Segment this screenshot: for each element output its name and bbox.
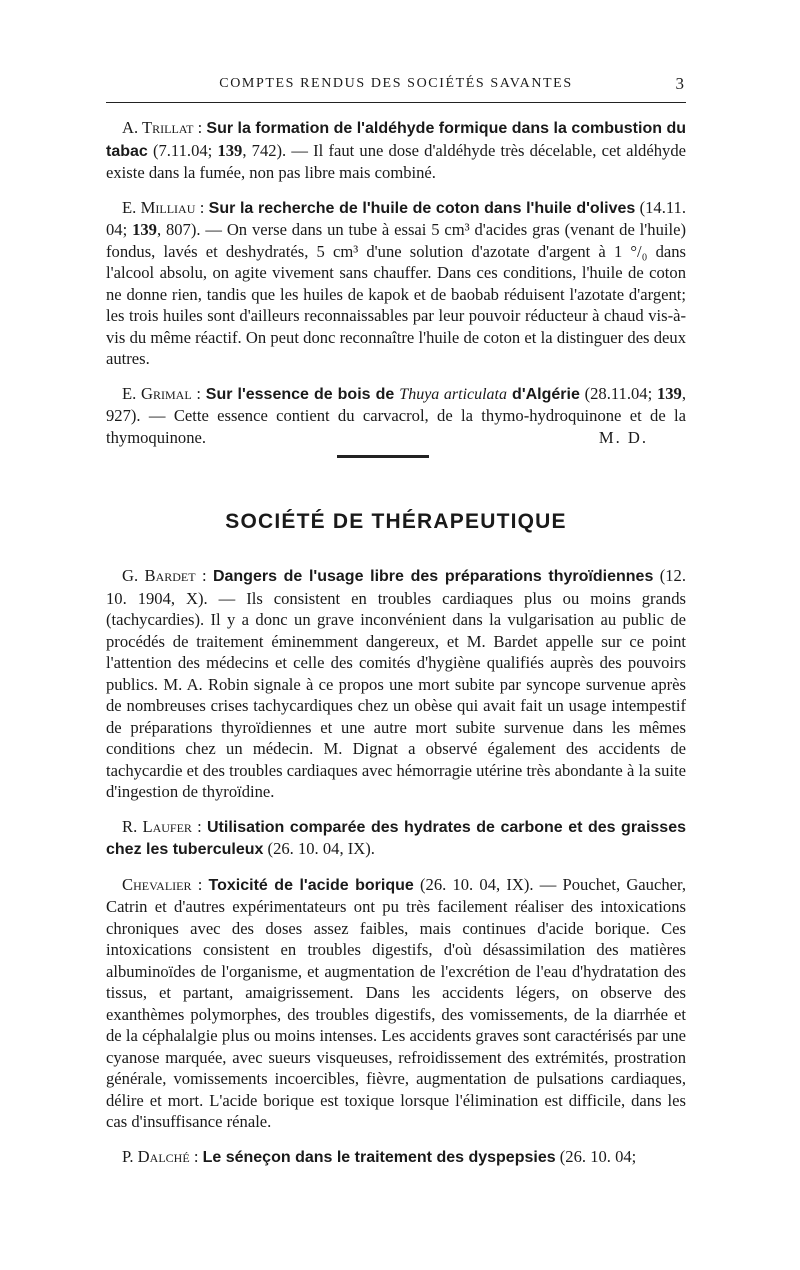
entry-ref-open: (14.11. 04; [106, 197, 687, 239]
section-divider [337, 455, 429, 458]
entry-volume: 139 [217, 140, 243, 160]
entry-author: A. Trillat : [122, 118, 203, 137]
entry-laufer [106, 816, 686, 861]
entry-ref: (26. 10. 04, IX). [263, 839, 375, 858]
entry-ref-open: (28.11.04; [579, 383, 657, 403]
entry-title: Dangers de l'usage libre des préparations thyroïdiennes [212, 568, 654, 585]
entry-ref-close: , 742). — [242, 140, 314, 160]
running-title: COMPTES RENDUS DES SOCIÉTÉS SAVANTES [219, 76, 573, 91]
entry-milliau [106, 197, 686, 370]
entry-author: G. Bardet : [122, 566, 207, 585]
entry-body: Il faut une dose d'aldéhyde très décelable, cet aldéhyde existe dans la fumée, non pas libre mais combiné. [106, 140, 686, 182]
entry-ref: (26. 10. 04; [555, 1146, 637, 1166]
entry-title: Le séneçon dans le traitement des dyspepsies [202, 1148, 556, 1166]
chemistry-entries [106, 117, 686, 461]
entry-author: R. Laufer : [122, 816, 202, 836]
entry-body: Cette essence contient du carvacrol, de la thymo-hydroquinone et de la thymoquinone. [106, 406, 686, 447]
entry-title-part: d'Algérie [507, 385, 580, 403]
entry-title-italic: Thuya articulata [399, 385, 507, 403]
entry-ref: (12. 10. 1904, X). — [106, 566, 686, 608]
entry-title: Sur la formation de l'aldéhyde formique dans la combustion du tabac [106, 120, 687, 160]
entry-title: Utilisation comparée des hydrates de carbone et des graisses chez les tuberculeux [106, 818, 686, 858]
page-number: 3 [675, 74, 684, 93]
entry-ref-open: (7.11.04; [147, 140, 218, 160]
entry-ref: (26. 10. 04, IX). — [413, 874, 563, 894]
entry-ref-close: , 807). — [156, 220, 227, 239]
running-header [106, 76, 686, 103]
entry-body: Ils consistent en troubles cardiaques plus ou moins grands (tachycardies). Il y a donc un grave inconvénient dans la vulgarisation au public de procédés de traitement éminemment dangereux, et M. Bardet appelle sur ce point l'attention des médecins et celle des comités d'hygiène qualifiés auprès des pouvoirs publics. M. A. Robin signale à ce propos une mort subite par syncope survenue après de nombreuses crises tachycardiques chez un obèse qui avait fait un usage intempestif de préparations thyroïdiennes et une autre mort subite survenue dans les mêmes conditions chez un médecin. M. Dignat a observé également des accidents de tachycardie et des troubles cardiaques avec hémorragie utérine très abondante à la suite d'ingestion de thyroïdine. [106, 588, 686, 801]
section-heading: SOCIÉTÉ DE THÉRAPEUTIQUE [225, 510, 567, 533]
entry-volume: 139 [132, 220, 157, 239]
entry-volume: 139 [656, 383, 682, 403]
entry-dalche [106, 1146, 686, 1169]
entry-title-part: Sur l'essence de bois de [205, 385, 400, 403]
entry-grimal [106, 383, 686, 449]
entry-author: E. Grimal : [122, 383, 202, 403]
entry-chevalier [106, 874, 686, 1133]
entry-bardet [106, 565, 686, 803]
entry-title [206, 386, 580, 403]
entry-body: On verse dans un tube à essai 5 cm³ d'acides gras (venant de l'huile) fondus, lavés et deshydratés, 5 cm³ d'une solution d'azotate d'argent à 1 °/₀ dans l'alcool absolu, on agite vivement sans chauffer. Dans ces conditions, l'huile de coton ne donne rien, tandis que les huiles de kapok et de baobab réduisent l'azotate d'argent; les trois huiles sont d'ailleurs reconnaissables par leur pouvoir réducteur à chaud vis-à-vis du même réactif. On peut donc reconnaître l'huile de coton et la distinguer des deux autres. [106, 220, 686, 368]
entry-author: E. Milliau : [122, 197, 205, 217]
entry-title: Sur la recherche de l'huile de coton dans l'huile d'olives [208, 199, 636, 217]
editor-signature: M. D. [598, 427, 648, 447]
entry-author: P. Dalché : [122, 1146, 199, 1166]
entry-trillat [106, 117, 686, 184]
therapeutics-entries [106, 565, 686, 1181]
entry-title: Toxicité de l'acide borique [208, 876, 414, 894]
entry-author: Chevalier : [122, 874, 203, 894]
entry-ref-close: , 927). — [106, 383, 686, 425]
entry-body: Pouchet, Gaucher, Catrin et d'autres expérimentateurs ont pu très facilement réaliser des intoxications chroniques avec des doses assez faibles, mais continues d'acide borique. Ces intoxications consistent en troubles digestifs, d'où désassimilation des matières albuminoïdes de l'organisme, et augmentation de l'excrétion de l'eau d'hydratation des tissus, et partant, amaigrissement. Dans les accidents légers, on observe des exanthèmes polymorphes, des troubles digestifs, des vomissements, de la diarrhée et de la céphalalgie plus ou moins intenses. Les accidents graves sont caractérisés par une cyanose marquée, avec sueurs visqueuses, refroidissement des extrémités, prostration générale, vomissements incoercibles, fièvre, augmentation de pulsations cardiaques, délire et mort. L'acide borique est toxique lorsque l'élimination est difficile, dans les cas d'insuffisance rénale. [106, 874, 687, 1131]
